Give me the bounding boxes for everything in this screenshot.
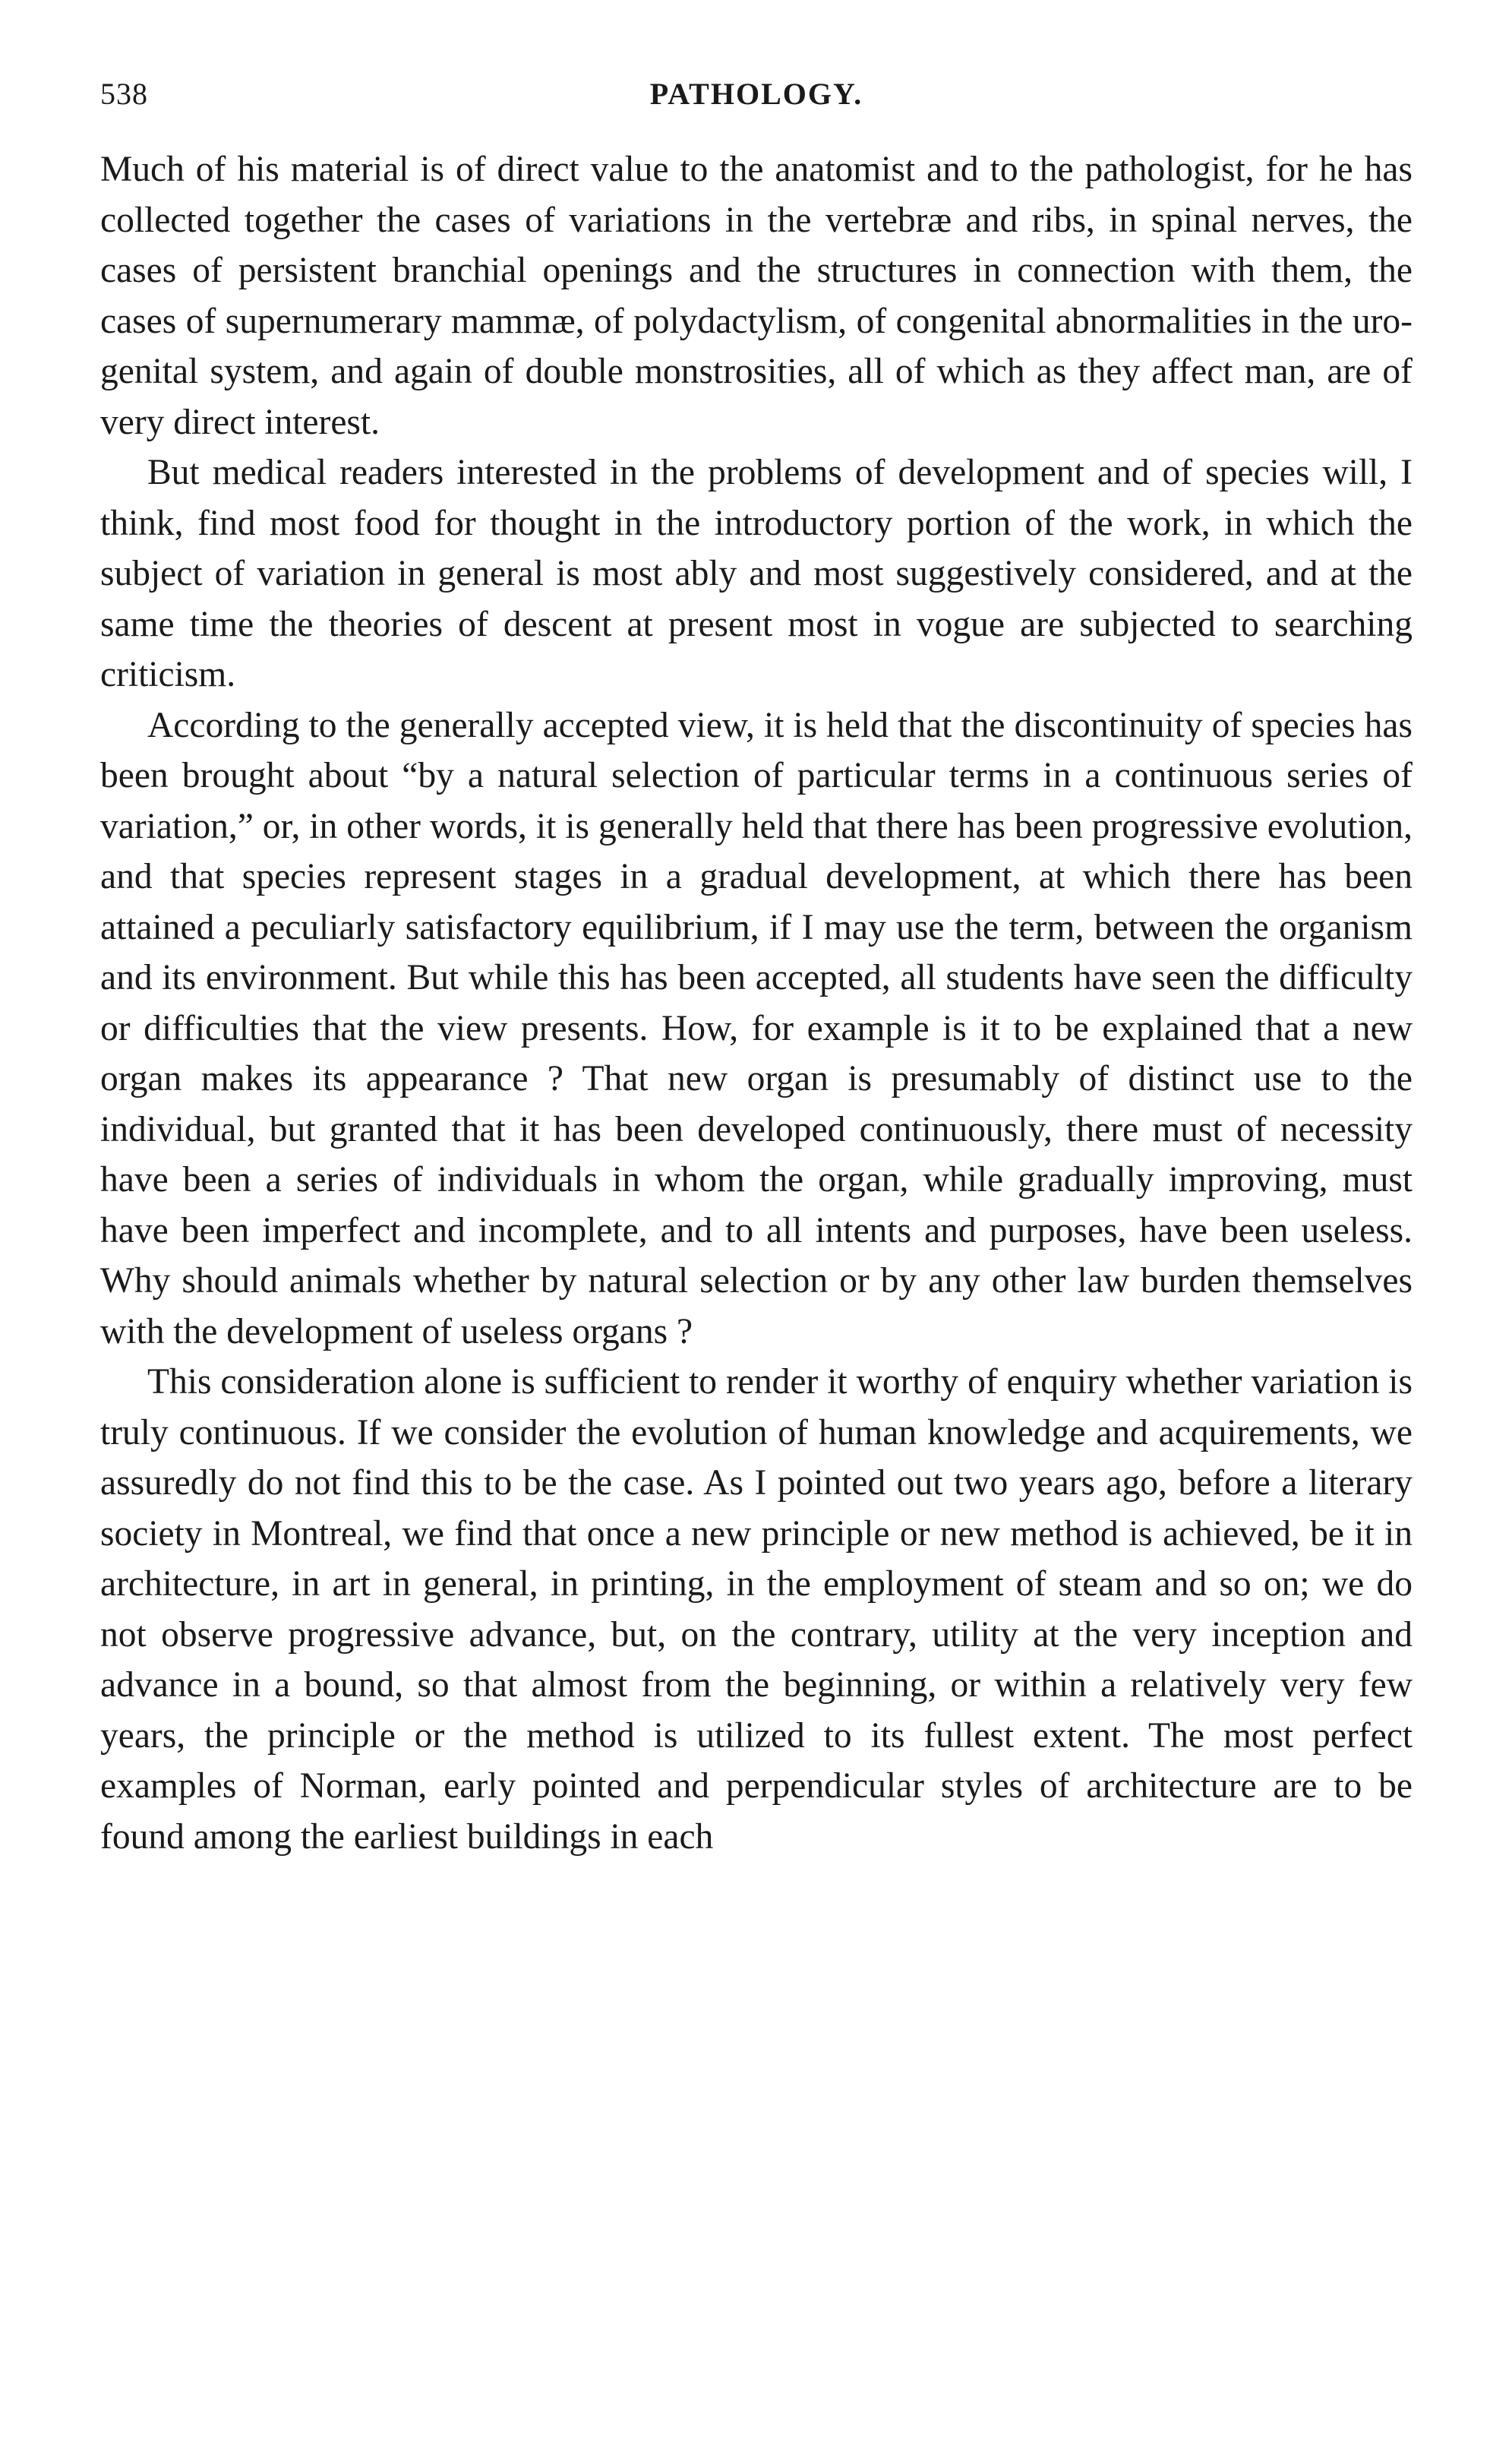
body-text: [100, 144, 1413, 1862]
paragraph-1: Much of his material is of direct value to the anatomist and to the pathologist, for he has collected together the cases of variations in the vertebræ and ribs, in spinal nerves, the cases of persistent branchial openings and the structures in connection with them, the cases of supernumerary mammæ, of polydactylism, of congenital abnormalities in the uro-genital system, and again of double monstrosities, all of which as they affect man, are of very direct interest.: [100, 150, 1413, 442]
page-number: 538: [100, 77, 148, 111]
paragraph-2: But medical readers interested in the problems of development and of species will, I think, find most food for thought in the introductory portion of the work, in which the subject of variation in general is most ably and most suggestively considered, and at the same time the theories of descent at present most in vogue are subjected to searching criticism.: [100, 453, 1413, 694]
page-header: [100, 76, 1413, 144]
book-page: [100, 76, 1413, 1862]
paragraph-3: According to the generally accepted view, it is held that the discontinuity of species has been brought about “by a natural selection of particular terms in a continuous series of variation,” or, in other words, it is generally held that there has been progressive evolution, and that species represent stages in a gradual development, at which there has been attained a peculiarly satisfactory equilibrium, if I may use the term, between the organism and its environment. But while this has been accepted, all students have seen the difficulty or difficulties that the view presents. How, for example is it to be explained that a new organ makes its appearance ? That new organ is presumably of distinct use to the individual, but granted that it has been developed continuously, there must of necessity have been a series of individuals in whom the organ, while gradually improving, must have been imperfect and incomplete, and to all intents and purposes, have been useless. Why should animals whether by natural selection or by any other law burden themselves with the development of useless organs ?: [100, 705, 1413, 1351]
running-title: PATHOLOGY.: [649, 77, 863, 111]
paragraph-4: This consideration alone is sufficient to render it worthy of enquiry whether variation is truly continuous. If we consider the evolution of human knowledge and acquirements, we assuredly do not find this to be the case. As I pointed out two years ago, before a literary society in Montreal, we find that once a new principle or new method is achieved, be it in architecture, in art in general, in printing, in the employment of steam and so on; we do not observe progressive advance, but, on the contrary, utility at the very inception and advance in a bound, so that almost from the beginning, or within a relatively very few years, the principle or the method is utilized to its fullest extent. The most perfect examples of Norman, early pointed and perpendicular styles of architecture are to be found among the earliest buildings in each: [100, 1362, 1413, 1857]
